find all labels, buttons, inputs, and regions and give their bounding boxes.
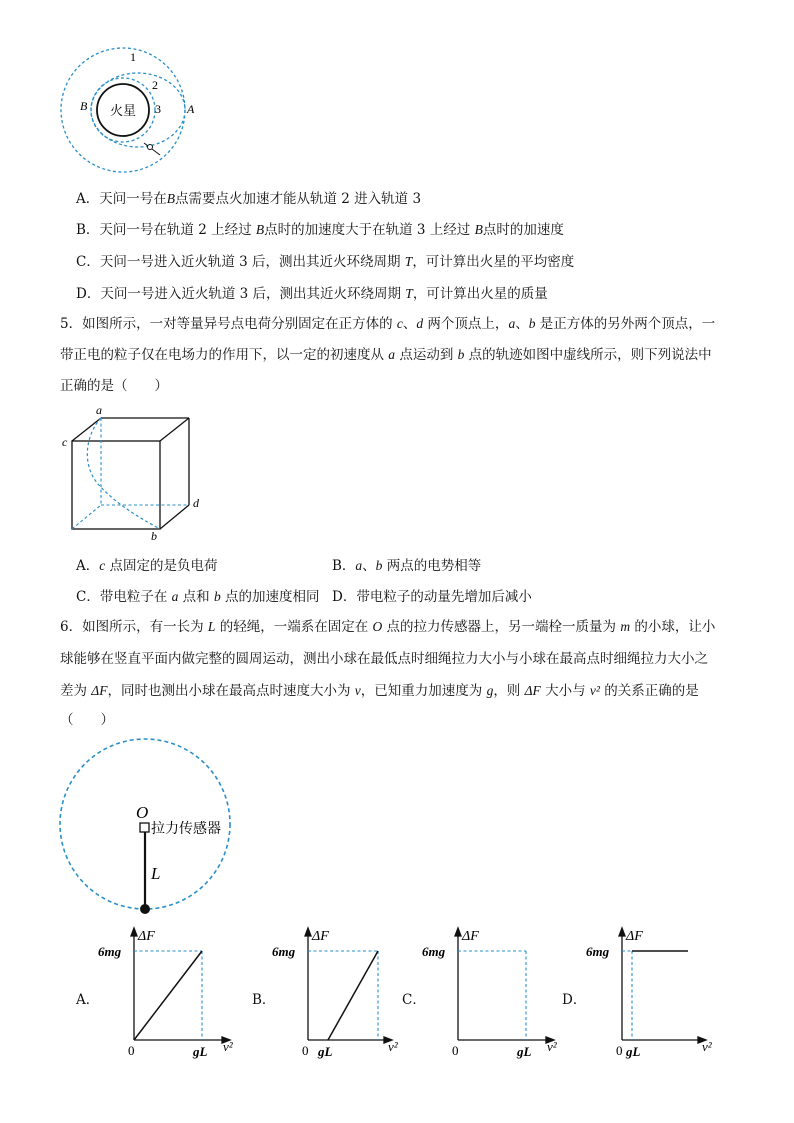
vertex-d-label: d	[193, 496, 199, 510]
graph-c-y-axis-label: ΔF	[462, 929, 479, 944]
graph-c-x-mark: gL	[517, 1044, 532, 1059]
mars-label: 火星	[109, 103, 137, 118]
graph-d-x-axis-label: v²	[702, 1039, 712, 1054]
graph-b-y-mark: 6mg	[272, 944, 296, 959]
graph-d-y-axis-label: ΔF	[626, 929, 643, 944]
q6-option-d-label: D．	[562, 992, 587, 1008]
graph-a-origin: 0	[128, 1043, 135, 1058]
q4-option-c: C．天问一号进入近火轨道 3 后，测出其近火环绕周期 T，可计算出火星的平均密度	[76, 254, 575, 270]
q6-stem-line-3: 差为 ΔF，同时也测出小球在最高点时速度大小为 v，已知重力加速度为 g，则 ΔF 大小与 v² 的关系正确的是	[60, 683, 699, 699]
point-b-label: B	[80, 99, 88, 113]
q6-stem-line-2: 球能够在竖直平面内做完整的圆周运动，测出小球在最低点时细绳拉力大小与小球在最高点时细绳拉力大小之	[60, 651, 708, 667]
q5-stem-line-1: 5．如图所示，一对等量异号点电荷分别固定在正方体的 c、d 两个顶点上，a、b 是正方体的另外两个顶点，一	[60, 316, 716, 332]
q5-option-c: C．带电粒子在 a 点和 b 点的加速度相同	[76, 589, 320, 605]
graph-a-x-mark: gL	[193, 1044, 208, 1059]
cube-hidden-edges	[72, 418, 189, 529]
q6-option-a-label: A．	[76, 992, 100, 1008]
q6-stem-line-4: （ ）	[60, 712, 114, 728]
graph-b-x-axis-label: v²	[388, 1039, 398, 1054]
graph-b-origin: 0	[302, 1043, 309, 1058]
orbit-label-2: 2	[152, 78, 158, 92]
q6-option-b-label: B．	[252, 992, 276, 1008]
cube-front-face	[72, 441, 160, 529]
q5-option-a: A．c 点固定的是负电荷	[76, 558, 218, 574]
graph-b-x-mark: gL	[318, 1044, 333, 1059]
graph-a-y-axis-label: ΔF	[138, 929, 155, 944]
spacecraft-icon	[144, 143, 160, 155]
q5-stem-line-2: 带正电的粒子仅在电场力的作用下，以一定的初速度从 a 点运动到 b 点的轨迹如图中虚线所示，则下列说法中	[60, 347, 712, 363]
sensor-label: 拉力传感器	[151, 822, 221, 837]
cube-back-edges	[72, 418, 189, 529]
graph-c-x-axis-label: v²	[547, 1039, 557, 1054]
graph-a-x-axis-label: v²	[223, 1039, 233, 1054]
graph-a-y-mark: 6mg	[98, 944, 122, 959]
rope-length-label: L	[151, 864, 161, 883]
q6-graph-c	[420, 926, 570, 1058]
q4-option-d: D．天问一号进入近火轨道 3 后，测出其近火环绕周期 T，可计算出火星的质量	[76, 286, 548, 302]
graph-d-x-mark: gL	[626, 1044, 641, 1059]
pivot-o-label: O	[136, 803, 149, 822]
small-ball	[140, 904, 150, 914]
cube-figure	[56, 404, 216, 544]
graph-b-y-axis-label: ΔF	[312, 929, 329, 944]
q6-option-c-label: C．	[402, 992, 426, 1008]
q6-graph-a	[96, 926, 246, 1058]
q6-stem-line-1: 6．如图所示，有一长为 L 的轻绳，一端系在固定在 O 点的拉力传感器上，另一端栓一质量为 m 的小球，让小	[60, 619, 716, 635]
q5-option-d: D．带电粒子的动量先增加后减小	[332, 589, 532, 605]
vertex-b-label: b	[151, 529, 157, 543]
q5-stem-line-3: 正确的是（ ）	[60, 378, 168, 394]
graph-d-origin: 0	[616, 1043, 623, 1058]
graph-a-line	[134, 951, 202, 1040]
q4-option-a: A．天问一号在B点需要点火加速才能从轨道 2 进入轨道 3	[76, 191, 422, 207]
graph-b-line	[328, 951, 378, 1040]
mars-orbit-figure	[56, 46, 206, 196]
orbit-label-3: 3	[155, 102, 161, 116]
graph-d-y-mark: 6mg	[586, 944, 610, 959]
vertex-c-label: c	[62, 435, 68, 449]
q4-option-b: B．天问一号在轨道 2 上经过 B点时的加速度大于在轨道 3 上经过 B点时的加速度	[76, 222, 564, 238]
q6-graph-d	[584, 926, 724, 1058]
particle-trajectory	[87, 418, 160, 529]
point-a-label: A	[187, 102, 195, 116]
q5-option-b: B．a、b 两点的电势相等	[332, 558, 482, 574]
vertex-a-label: a	[96, 403, 102, 417]
q6-graph-b	[270, 926, 410, 1058]
graph-c-y-mark: 6mg	[422, 944, 446, 959]
graph-c-origin: 0	[452, 1043, 459, 1058]
orbit-label-1: 1	[130, 50, 136, 64]
tension-sensor	[140, 823, 149, 832]
vertical-circle-figure	[56, 736, 246, 918]
